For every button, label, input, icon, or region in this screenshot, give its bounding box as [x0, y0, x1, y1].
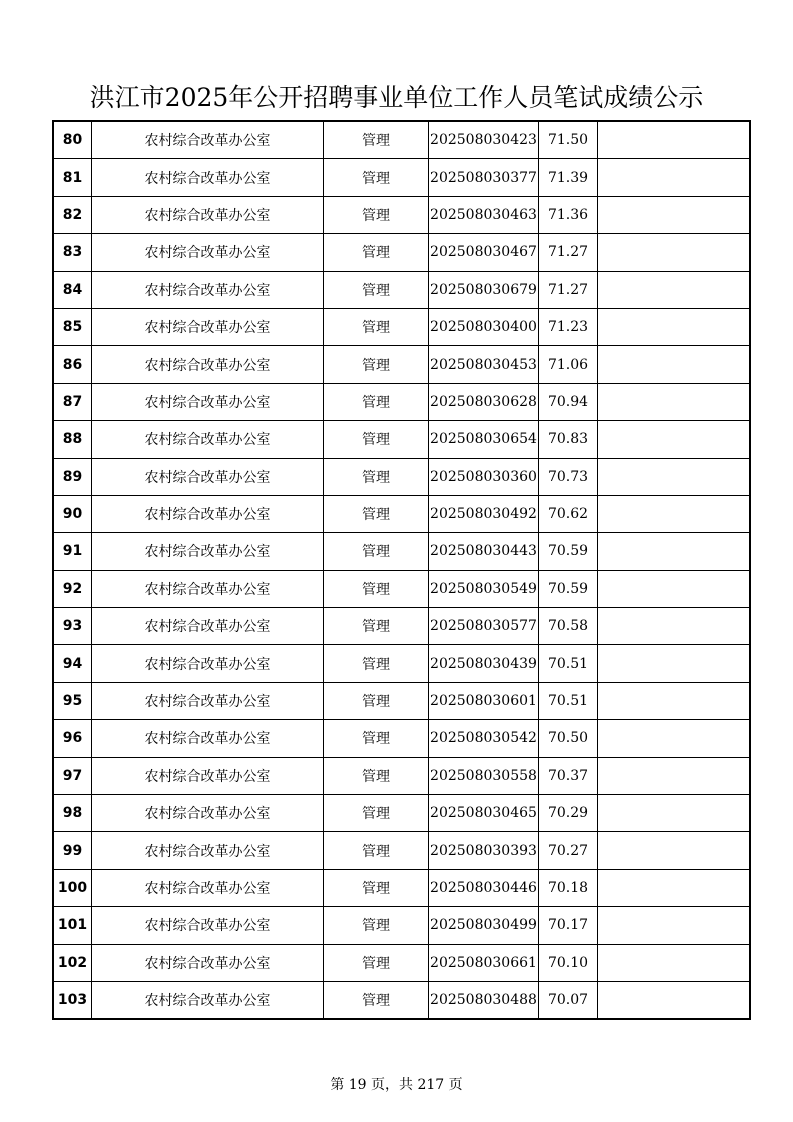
score-cell: 70.62	[539, 495, 598, 532]
row-number-cell: 96	[53, 720, 92, 757]
row-number-cell: 98	[53, 795, 92, 832]
remarks-cell	[598, 869, 751, 906]
position-type-cell: 管理	[324, 159, 429, 196]
department-cell: 农村综合改革办公室	[92, 720, 324, 757]
table-row	[53, 682, 750, 719]
department-cell: 农村综合改革办公室	[92, 533, 324, 570]
score-cell: 70.18	[539, 869, 598, 906]
row-number-cell: 87	[53, 383, 92, 420]
table-row	[53, 308, 750, 345]
position-type-cell: 管理	[324, 533, 429, 570]
department-cell: 农村综合改革办公室	[92, 271, 324, 308]
exam-id-cell: 202508030601	[429, 682, 539, 719]
position-type-cell: 管理	[324, 757, 429, 794]
position-type-cell: 管理	[324, 495, 429, 532]
score-cell: 71.36	[539, 196, 598, 233]
remarks-cell	[598, 159, 751, 196]
remarks-cell	[598, 720, 751, 757]
table-row	[53, 570, 750, 607]
row-number-cell: 90	[53, 495, 92, 532]
page-footer: 第 19 页，共 217 页	[330, 1077, 463, 1093]
department-cell: 农村综合改革办公室	[92, 121, 324, 159]
position-type-cell: 管理	[324, 121, 429, 159]
row-number-cell: 99	[53, 832, 92, 869]
score-cell: 70.17	[539, 907, 598, 944]
remarks-cell	[598, 795, 751, 832]
score-cell: 70.59	[539, 570, 598, 607]
score-cell: 70.51	[539, 645, 598, 682]
position-type-cell: 管理	[324, 383, 429, 420]
score-cell: 71.23	[539, 308, 598, 345]
score-cell: 71.27	[539, 234, 598, 271]
exam-id-cell: 202508030443	[429, 533, 539, 570]
department-cell: 农村综合改革办公室	[92, 981, 324, 1019]
remarks-cell	[598, 907, 751, 944]
position-type-cell: 管理	[324, 421, 429, 458]
exam-id-cell: 202508030499	[429, 907, 539, 944]
exam-id-cell: 202508030488	[429, 981, 539, 1019]
page-title: 洪江市2025年公开招聘事业单位工作人员笔试成绩公示	[89, 83, 704, 112]
exam-id-cell: 202508030679	[429, 271, 539, 308]
department-cell: 农村综合改革办公室	[92, 832, 324, 869]
table-row	[53, 795, 750, 832]
row-number-cell: 103	[53, 981, 92, 1019]
exam-id-cell: 202508030549	[429, 570, 539, 607]
position-type-cell: 管理	[324, 308, 429, 345]
remarks-cell	[598, 682, 751, 719]
score-cell: 70.51	[539, 682, 598, 719]
exam-id-cell: 202508030492	[429, 495, 539, 532]
row-number-cell: 83	[53, 234, 92, 271]
exam-id-cell: 202508030400	[429, 308, 539, 345]
remarks-cell	[598, 645, 751, 682]
exam-id-cell: 202508030377	[429, 159, 539, 196]
score-cell: 71.27	[539, 271, 598, 308]
exam-id-cell: 202508030393	[429, 832, 539, 869]
score-cell: 70.50	[539, 720, 598, 757]
exam-id-cell: 202508030446	[429, 869, 539, 906]
position-type-cell: 管理	[324, 795, 429, 832]
position-type-cell: 管理	[324, 869, 429, 906]
department-cell: 农村综合改革办公室	[92, 645, 324, 682]
table-row	[53, 608, 750, 645]
remarks-cell	[598, 495, 751, 532]
score-cell: 71.39	[539, 159, 598, 196]
row-number-cell: 85	[53, 308, 92, 345]
exam-id-cell: 202508030654	[429, 421, 539, 458]
department-cell: 农村综合改革办公室	[92, 308, 324, 345]
department-cell: 农村综合改革办公室	[92, 570, 324, 607]
department-cell: 农村综合改革办公室	[92, 757, 324, 794]
exam-id-cell: 202508030360	[429, 458, 539, 495]
score-cell: 70.29	[539, 795, 598, 832]
table-row	[53, 421, 750, 458]
position-type-cell: 管理	[324, 645, 429, 682]
remarks-cell	[598, 458, 751, 495]
position-type-cell: 管理	[324, 682, 429, 719]
department-cell: 农村综合改革办公室	[92, 196, 324, 233]
department-cell: 农村综合改革办公室	[92, 869, 324, 906]
row-number-cell: 84	[53, 271, 92, 308]
table-row	[53, 159, 750, 196]
remarks-cell	[598, 271, 751, 308]
table-row	[53, 383, 750, 420]
row-number-cell: 92	[53, 570, 92, 607]
exam-id-cell: 202508030463	[429, 196, 539, 233]
position-type-cell: 管理	[324, 196, 429, 233]
row-number-cell: 102	[53, 944, 92, 981]
position-type-cell: 管理	[324, 271, 429, 308]
department-cell: 农村综合改革办公室	[92, 682, 324, 719]
score-cell: 70.73	[539, 458, 598, 495]
remarks-cell	[598, 533, 751, 570]
row-number-cell: 100	[53, 869, 92, 906]
department-cell: 农村综合改革办公室	[92, 907, 324, 944]
department-cell: 农村综合改革办公室	[92, 383, 324, 420]
exam-id-cell: 202508030628	[429, 383, 539, 420]
row-number-cell: 91	[53, 533, 92, 570]
table-row	[53, 832, 750, 869]
remarks-cell	[598, 234, 751, 271]
exam-id-cell: 202508030439	[429, 645, 539, 682]
position-type-cell: 管理	[324, 944, 429, 981]
department-cell: 农村综合改革办公室	[92, 944, 324, 981]
table-row	[53, 495, 750, 532]
row-number-cell: 89	[53, 458, 92, 495]
score-cell: 70.27	[539, 832, 598, 869]
remarks-cell	[598, 757, 751, 794]
remarks-cell	[598, 196, 751, 233]
row-number-cell: 82	[53, 196, 92, 233]
exam-id-cell: 202508030577	[429, 608, 539, 645]
exam-id-cell: 202508030467	[429, 234, 539, 271]
remarks-cell	[598, 121, 751, 159]
table-row	[53, 234, 750, 271]
score-cell: 71.06	[539, 346, 598, 383]
position-type-cell: 管理	[324, 608, 429, 645]
position-type-cell: 管理	[324, 720, 429, 757]
table-row	[53, 757, 750, 794]
department-cell: 农村综合改革办公室	[92, 608, 324, 645]
score-table	[52, 120, 751, 1020]
score-cell: 70.94	[539, 383, 598, 420]
department-cell: 农村综合改革办公室	[92, 421, 324, 458]
position-type-cell: 管理	[324, 346, 429, 383]
remarks-cell	[598, 944, 751, 981]
score-cell: 71.50	[539, 121, 598, 159]
position-type-cell: 管理	[324, 458, 429, 495]
department-cell: 农村综合改革办公室	[92, 795, 324, 832]
table-row	[53, 907, 750, 944]
department-cell: 农村综合改革办公室	[92, 495, 324, 532]
score-cell: 70.10	[539, 944, 598, 981]
table-row	[53, 196, 750, 233]
row-number-cell: 94	[53, 645, 92, 682]
remarks-cell	[598, 308, 751, 345]
remarks-cell	[598, 981, 751, 1019]
position-type-cell: 管理	[324, 907, 429, 944]
remarks-cell	[598, 608, 751, 645]
position-type-cell: 管理	[324, 981, 429, 1019]
remarks-cell	[598, 421, 751, 458]
row-number-cell: 88	[53, 421, 92, 458]
department-cell: 农村综合改革办公室	[92, 159, 324, 196]
score-cell: 70.37	[539, 757, 598, 794]
remarks-cell	[598, 383, 751, 420]
table-row	[53, 121, 750, 159]
exam-id-cell: 202508030558	[429, 757, 539, 794]
row-number-cell: 101	[53, 907, 92, 944]
exam-id-cell: 202508030661	[429, 944, 539, 981]
position-type-cell: 管理	[324, 570, 429, 607]
remarks-cell	[598, 832, 751, 869]
department-cell: 农村综合改革办公室	[92, 346, 324, 383]
table-row	[53, 645, 750, 682]
exam-id-cell: 202508030423	[429, 121, 539, 159]
exam-id-cell: 202508030453	[429, 346, 539, 383]
table-row	[53, 944, 750, 981]
table-body	[53, 121, 750, 1019]
row-number-cell: 93	[53, 608, 92, 645]
score-cell: 70.59	[539, 533, 598, 570]
table-row	[53, 981, 750, 1019]
table-row	[53, 869, 750, 906]
table-row	[53, 720, 750, 757]
remarks-cell	[598, 570, 751, 607]
score-cell: 70.83	[539, 421, 598, 458]
exam-id-cell: 202508030542	[429, 720, 539, 757]
table-row	[53, 346, 750, 383]
score-cell: 70.58	[539, 608, 598, 645]
remarks-cell	[598, 346, 751, 383]
department-cell: 农村综合改革办公室	[92, 234, 324, 271]
table-row	[53, 458, 750, 495]
table-row	[53, 533, 750, 570]
row-number-cell: 95	[53, 682, 92, 719]
department-cell: 农村综合改革办公室	[92, 458, 324, 495]
exam-id-cell: 202508030465	[429, 795, 539, 832]
row-number-cell: 86	[53, 346, 92, 383]
position-type-cell: 管理	[324, 832, 429, 869]
row-number-cell: 80	[53, 121, 92, 159]
score-cell: 70.07	[539, 981, 598, 1019]
row-number-cell: 97	[53, 757, 92, 794]
table-row	[53, 271, 750, 308]
position-type-cell: 管理	[324, 234, 429, 271]
row-number-cell: 81	[53, 159, 92, 196]
